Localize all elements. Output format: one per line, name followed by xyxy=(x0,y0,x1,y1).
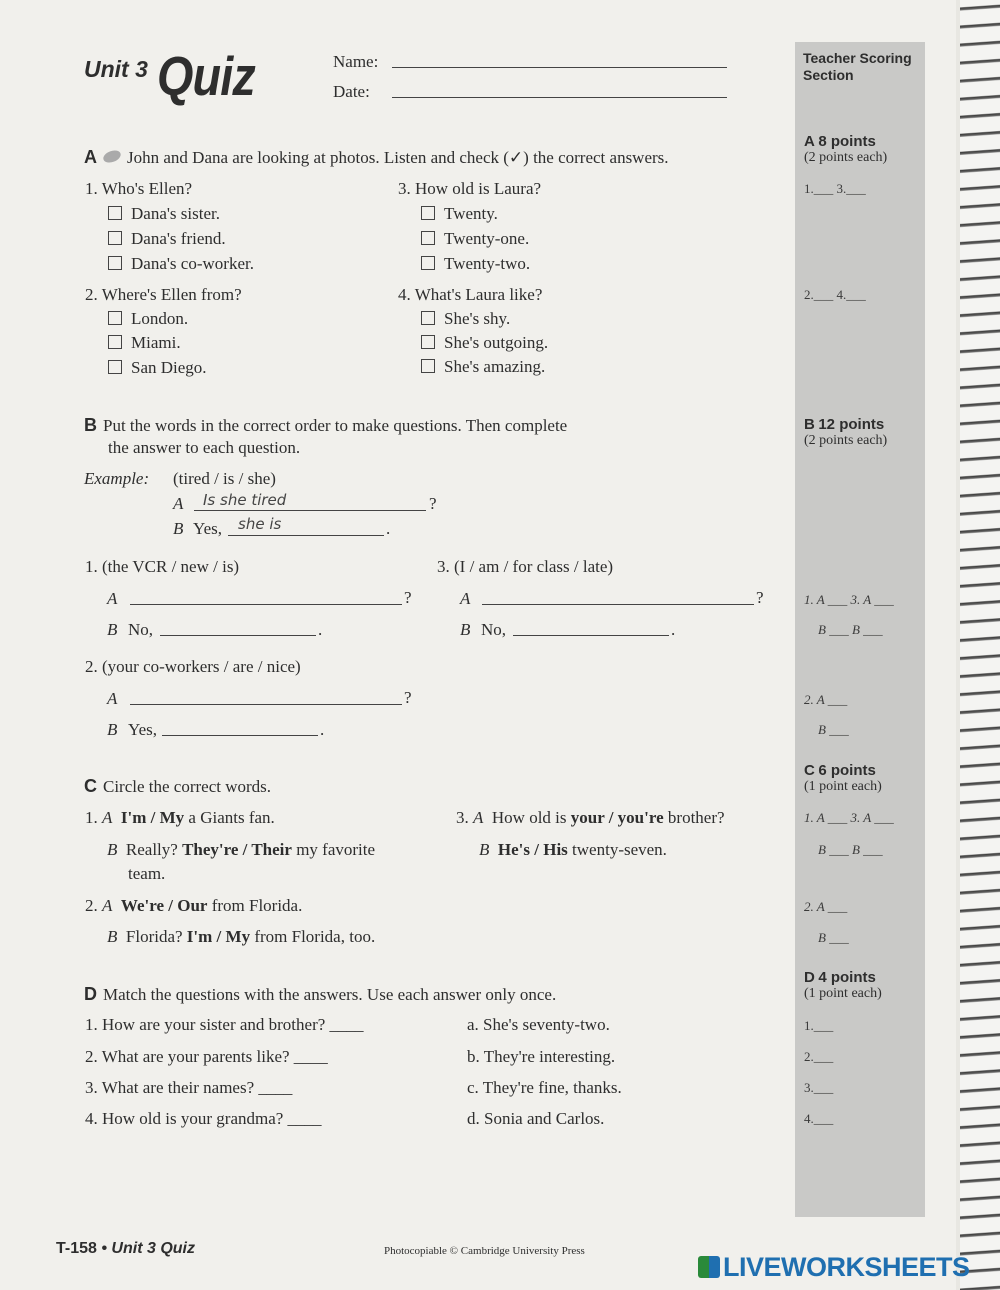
score-b-row4[interactable]: B ___ xyxy=(818,722,849,737)
checkbox[interactable] xyxy=(421,359,435,373)
b1-a-input[interactable] xyxy=(130,604,402,605)
checkbox[interactable] xyxy=(421,256,435,270)
spiral-binding xyxy=(960,0,1000,1290)
checkbox[interactable] xyxy=(108,231,122,245)
example-a-answer: Is she tired xyxy=(203,491,287,509)
choice[interactable]: They're / Their xyxy=(182,840,292,859)
section-b-instruction-2: the answer to each question. xyxy=(108,438,301,457)
a-q3-option[interactable]: Twenty. xyxy=(421,204,498,224)
section-c-heading: C Circle the correct words. xyxy=(84,776,272,796)
checkbox[interactable] xyxy=(108,206,122,220)
choice[interactable]: I'm / My xyxy=(186,927,251,946)
qmark: ? xyxy=(404,688,412,707)
score-d-row4[interactable]: 4.___ xyxy=(804,1111,834,1126)
d-question[interactable]: 1. How are your sister and brother? ____ xyxy=(85,1015,364,1034)
date-field[interactable] xyxy=(392,97,727,98)
c-question-3a: 3. A How old is your / you're brother? xyxy=(456,808,725,827)
liveworksheets-icon xyxy=(698,1256,720,1278)
example-a-label: A xyxy=(173,494,184,513)
b2-a-label: A xyxy=(107,689,118,708)
score-c-row2[interactable]: B ___ B ___ xyxy=(818,842,883,857)
score-b-row1[interactable]: 1. A ___ 3. A ___ xyxy=(804,592,894,607)
d-question[interactable]: 3. What are their names? ____ xyxy=(85,1078,293,1097)
liveworksheets-logo[interactable]: LIVEWORKSHEETS xyxy=(698,1252,970,1283)
checkbox[interactable] xyxy=(421,231,435,245)
example-b-label: B xyxy=(173,519,184,538)
a-q2-option[interactable]: San Diego. xyxy=(108,358,207,378)
checkbox[interactable] xyxy=(421,335,435,349)
page-number: T-158 • Unit 3 Quiz xyxy=(56,1240,195,1257)
b3-b-input[interactable] xyxy=(513,635,669,636)
choice[interactable]: I'm / My xyxy=(120,808,185,827)
c-question-1b: B Really? They're / Their my favorite xyxy=(107,840,376,859)
example-a-line xyxy=(194,510,426,511)
choice[interactable]: your / you're xyxy=(570,808,664,827)
a-question-2: 2. Where's Ellen from? xyxy=(85,285,242,304)
checkbox[interactable] xyxy=(421,311,435,325)
a-q4-option[interactable]: She's outgoing. xyxy=(421,333,548,353)
date-label: Date: xyxy=(333,82,370,101)
scoring-title: Teacher Scoring xyxy=(803,50,912,66)
score-a-points: A 8 points xyxy=(804,133,876,150)
score-d-row3[interactable]: 3.___ xyxy=(804,1080,834,1095)
b3-a-input[interactable] xyxy=(482,604,754,605)
a-q1-option[interactable]: Dana's sister. xyxy=(108,204,220,224)
copyright: Photocopiable © Cambridge University Press xyxy=(384,1245,585,1257)
a-q3-option[interactable]: Twenty-one. xyxy=(421,229,529,249)
b3-b-label: B xyxy=(460,620,471,639)
qmark: ? xyxy=(429,494,437,513)
score-b-each: (2 points each) xyxy=(804,433,888,448)
choice[interactable]: We're / Our xyxy=(120,896,208,915)
period: . xyxy=(386,519,391,538)
d-question[interactable]: 2. What are your parents like? ____ xyxy=(85,1047,328,1066)
b3-a-label: A xyxy=(460,589,471,608)
period: . xyxy=(318,620,323,639)
d-answer: b. They're interesting. xyxy=(467,1047,616,1066)
checkbox[interactable] xyxy=(421,206,435,220)
b3-no: No, xyxy=(481,620,507,639)
score-b-points: B 12 points xyxy=(804,416,885,433)
b-question-2: 2. (your co-workers / are / nice) xyxy=(85,657,301,676)
example-b-line xyxy=(228,535,384,536)
score-d-each: (1 point each) xyxy=(804,986,882,1001)
section-b-heading: B Put the words in the correct order to make questions. Then complete xyxy=(84,415,568,435)
b2-b-label: B xyxy=(107,720,118,739)
checkbox[interactable] xyxy=(108,335,122,349)
quiz-title: Quiz xyxy=(157,45,255,107)
score-c-row3[interactable]: 2. A ___ xyxy=(804,899,848,914)
b-question-1: 1. (the VCR / new / is) xyxy=(85,557,240,576)
audio-icon[interactable] xyxy=(102,148,123,164)
score-d-points: D 4 points xyxy=(804,969,876,986)
a-q3-option[interactable]: Twenty-two. xyxy=(421,254,530,274)
b1-b-input[interactable] xyxy=(160,635,316,636)
score-c-row4[interactable]: B ___ xyxy=(818,930,849,945)
qmark: ? xyxy=(756,588,764,607)
score-c-row1[interactable]: 1. A ___ 3. A ___ xyxy=(804,810,894,825)
qmark: ? xyxy=(404,588,412,607)
b1-no: No, xyxy=(128,620,154,639)
score-a-row1[interactable]: 1.___ 3.___ xyxy=(804,181,866,196)
name-field[interactable] xyxy=(392,67,727,68)
section-a-heading: A John and Dana are looking at photos. Listen and check (✓) the correct answers. xyxy=(84,147,669,167)
checkbox[interactable] xyxy=(108,311,122,325)
example-words: (tired / is / she) xyxy=(173,469,276,488)
c-question-2a: 2. A We're / Our from Florida. xyxy=(85,896,303,915)
c-question-1b-cont: team. xyxy=(128,864,166,883)
c-question-1a: 1. A I'm / My a Giants fan. xyxy=(85,808,275,827)
a-q4-option[interactable]: She's amazing. xyxy=(421,357,545,377)
b-question-3: 3. (I / am / for class / late) xyxy=(437,557,614,576)
a-question-3: 3. How old is Laura? xyxy=(398,179,542,198)
d-answer: a. She's seventy-two. xyxy=(467,1015,610,1034)
b2-yes: Yes, xyxy=(128,720,157,739)
c-question-2b: B Florida? I'm / My from Florida, too. xyxy=(107,927,376,946)
example-b-answer: she is xyxy=(238,515,282,533)
a-q1-option[interactable]: Dana's friend. xyxy=(108,229,226,249)
c-question-3b: B He's / His twenty-seven. xyxy=(479,840,667,859)
a-question-1: 1. Who's Ellen? xyxy=(85,179,193,198)
score-b-row2[interactable]: B ___ B ___ xyxy=(818,622,883,637)
d-question[interactable]: 4. How old is your grandma? ____ xyxy=(85,1109,322,1128)
b1-a-label: A xyxy=(107,589,118,608)
score-d-row1[interactable]: 1.___ xyxy=(804,1018,834,1033)
score-d-row2[interactable]: 2.___ xyxy=(804,1049,834,1064)
b1-b-label: B xyxy=(107,620,118,639)
b2-a-input[interactable] xyxy=(130,704,402,705)
score-c-each: (1 point each) xyxy=(804,779,882,794)
name-label: Name: xyxy=(333,52,379,71)
example-yes: Yes, xyxy=(193,519,222,538)
score-a-row2[interactable]: 2.___ 4.___ xyxy=(804,287,866,302)
period: . xyxy=(320,720,325,739)
d-answer: d. Sonia and Carlos. xyxy=(467,1109,605,1128)
choice[interactable]: He's / His xyxy=(497,840,568,859)
section-d-heading: D Match the questions with the answers. Use each answer only once. xyxy=(84,984,557,1004)
d-answer: c. They're fine, thanks. xyxy=(467,1078,622,1097)
score-c-points: C 6 points xyxy=(804,762,876,779)
checkbox[interactable] xyxy=(108,256,122,270)
a-q2-option[interactable]: London. xyxy=(108,309,188,329)
b2-b-input[interactable] xyxy=(162,735,318,736)
score-a-each: (2 points each) xyxy=(804,150,888,165)
unit-label: Unit 3 xyxy=(84,56,148,82)
scoring-title-2: Section xyxy=(803,67,854,83)
a-q2-option[interactable]: Miami. xyxy=(108,333,181,353)
checkbox[interactable] xyxy=(108,360,122,374)
period: . xyxy=(671,620,676,639)
a-q1-option[interactable]: Dana's co-worker. xyxy=(108,254,254,274)
example-label: Example: xyxy=(84,469,150,488)
a-question-4: 4. What's Laura like? xyxy=(398,285,543,304)
a-q4-option[interactable]: She's shy. xyxy=(421,309,510,329)
score-b-row3[interactable]: 2. A ___ xyxy=(804,692,848,707)
